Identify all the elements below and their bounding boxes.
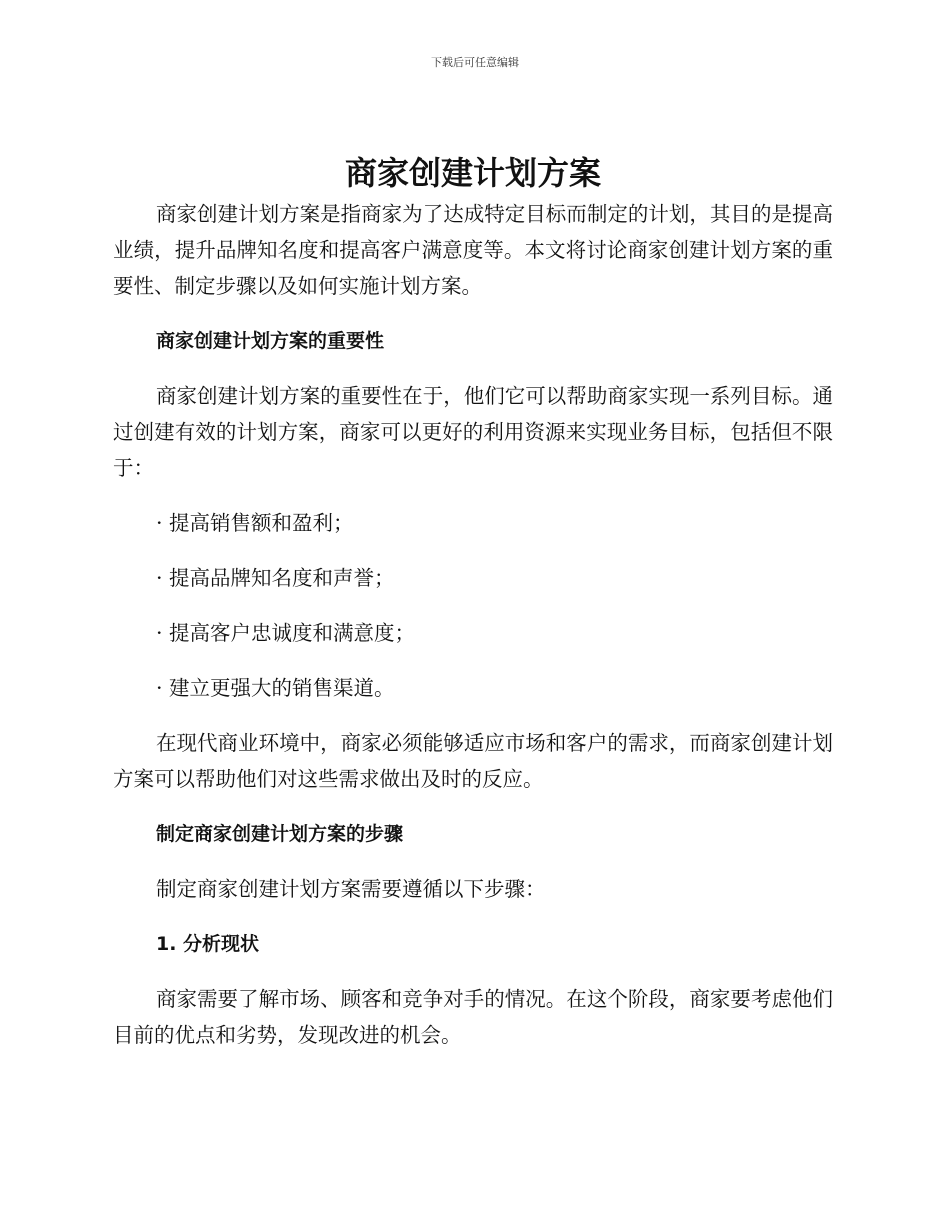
step-heading-analysis: 1. 分析现状 [156, 933, 260, 955]
section-heading-importance: 商家创建计划方案的重要性 [156, 330, 385, 352]
modern-business-paragraph: 在现代商业环境中，商家必须能够适应市场和客户的需求，而商家创建计划方案可以帮助他们对这些需求做出及时的反应。 [113, 731, 833, 791]
document-body [113, 150, 833, 1053]
analysis-paragraph: 商家需要了解市场、顾客和竞争对手的情况。在这个阶段，商家要考虑他们目前的优点和劣势，发现改进的机会。 [113, 987, 833, 1047]
document-title: 商家创建计划方案 [344, 154, 601, 192]
section-heading-steps: 制定商家创建计划方案的步骤 [156, 823, 404, 845]
bullet-item-brand: · 提高品牌知名度和声誉； [156, 566, 395, 590]
bullet-item-sales: · 提高销售额和盈利； [156, 511, 354, 535]
importance-paragraph: 商家创建计划方案的重要性在于，他们它可以帮助商家实现一系列目标。通过创建有效的计划方案，商家可以更好的利用资源来实现业务目标，包括但不限于： [113, 384, 833, 480]
steps-intro-paragraph: 制定商家创建计划方案需要遵循以下步骤： [156, 877, 546, 901]
page-header-note: 下载后可任意编辑 [431, 56, 519, 69]
intro-paragraph: 商家创建计划方案是指商家为了达成特定目标而制定的计划，其目的是提高业绩，提升品牌知名度和提高客户满意度等。本文将讨论商家创建计划方案的重要性、制定步骤以及如何实施计划方案。 [113, 202, 833, 298]
bullet-item-channels: · 建立更强大的销售渠道。 [156, 676, 395, 700]
bullet-item-loyalty: · 提高客户忠诚度和满意度； [156, 621, 416, 645]
